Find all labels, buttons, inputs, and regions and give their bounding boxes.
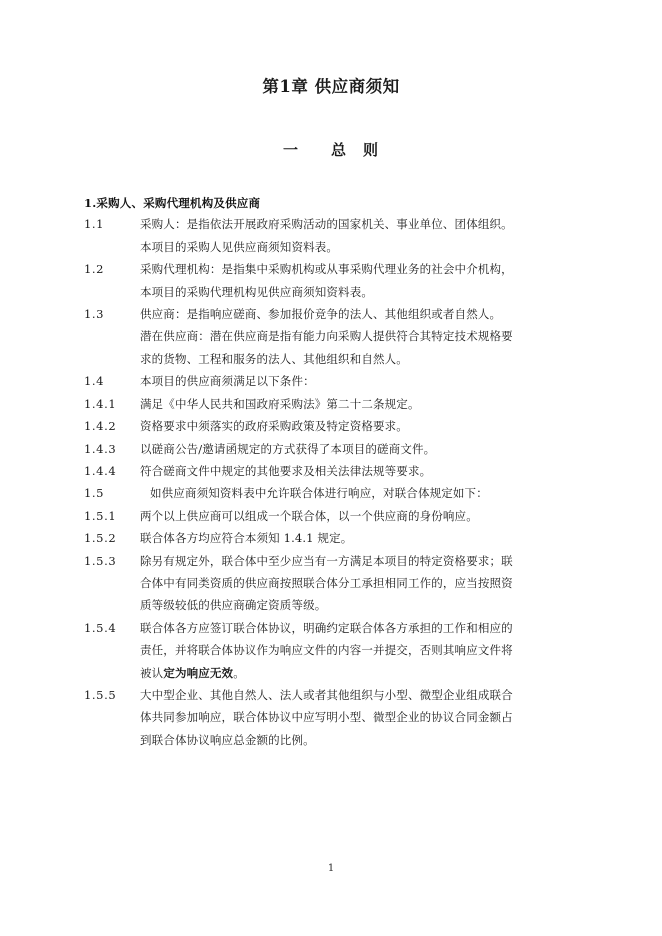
clause-line: 采购代理机构：是指集中采购机构或从事采购代理业务的社会中介机构， <box>140 262 513 277</box>
clause-text <box>140 393 578 415</box>
clause-text <box>140 505 578 527</box>
clause-text <box>140 460 578 482</box>
clause-text <box>140 415 578 437</box>
clause-line: 本项目的采购人见供应商须知资料表。 <box>140 239 339 254</box>
clause-line-mixed-emphasis <box>140 662 578 684</box>
clause-number: 1.5 <box>84 486 105 501</box>
clause-item <box>84 550 578 617</box>
clause-list <box>84 213 578 751</box>
clause-text <box>140 258 578 303</box>
clause-line: 本项目的供应商须满足以下条件： <box>140 374 315 389</box>
clause-text <box>140 213 578 258</box>
clause-text <box>140 303 578 370</box>
section-heading: 一 总 则 <box>282 141 379 160</box>
clause-item <box>84 370 578 392</box>
clause-item <box>84 258 578 303</box>
clause-number: 1.4.4 <box>84 463 117 478</box>
clause-line: 采购人：是指依法开展政府采购活动的国家机关、事业单位、团体组织。 <box>140 217 513 232</box>
page-number: 1 <box>327 863 335 874</box>
clause-line: 以磋商公告/邀请函规定的方式获得了本项目的磋商文件。 <box>140 441 436 456</box>
clause-item <box>84 393 578 415</box>
clause-number: 1.5.2 <box>84 531 117 546</box>
clause-line: 本项目的采购代理机构见供应商须知资料表。 <box>140 284 373 299</box>
clause-number: 1.4 <box>84 374 105 389</box>
clause-line: 质等级较低的供应商确定资质等级。 <box>140 598 327 613</box>
clause-item <box>84 303 578 370</box>
page-title: 第1章 供应商须知 <box>262 77 400 96</box>
clause-number: 1.4.1 <box>84 396 117 411</box>
clause-number: 1.4.2 <box>84 419 117 434</box>
clause-item <box>84 460 578 482</box>
clause-text <box>140 617 578 684</box>
clause-number: 1.5.3 <box>84 553 117 568</box>
clause-text <box>140 370 578 392</box>
clause-line: 除另有规定外，联合体中至少应当有一方满足本项目的特定资格要求；联 <box>140 553 513 568</box>
clause-line: 求的货物、工程和服务的法人、其他组织和自然人。 <box>140 351 408 366</box>
clause-line: 资格要求中须落实的政府采购政策及特定资格要求。 <box>140 419 408 434</box>
clause-number: 1.1 <box>84 217 105 232</box>
clause-item <box>84 438 578 460</box>
clause-text-bold: 定为响应无效 <box>163 665 234 680</box>
clause-text <box>140 550 578 617</box>
clause-item <box>84 684 578 751</box>
clause-line: 联合体各方应签订联合体协议，明确约定联合体各方承担的工作和相应的 <box>140 620 513 635</box>
clause-line: 供应商：是指响应磋商、参加报价竞争的法人、其他组织或者自然人。 <box>140 307 502 322</box>
clause-text-plain-suffix: 。 <box>233 665 245 680</box>
clause-number: 1.2 <box>84 262 105 277</box>
clause-item <box>84 415 578 437</box>
clause-text <box>140 527 578 549</box>
clause-number: 1.5.5 <box>84 687 117 702</box>
clause-line: 满足《中华人民共和国政府采购法》第二十二条规定。 <box>140 396 420 411</box>
clause-item <box>84 213 578 258</box>
clause-number: 1.3 <box>84 307 105 322</box>
clause-line: 体共同参加响应，联合体协议中应写明小型、微型企业的协议合同金额占 <box>140 710 513 725</box>
clause-line: 大中型企业、其他自然人、法人或者其他组织与小型、微型企业组成联合 <box>140 687 513 702</box>
clause-item <box>84 527 578 549</box>
clause-item <box>84 482 578 504</box>
clause-line: 责任，并将联合体协议作为响应文件的内容一并提交，否则其响应文件将 <box>140 643 513 658</box>
clause-item <box>84 505 578 527</box>
clause-number: 1.4.3 <box>84 441 117 456</box>
clause-number: 1.5.4 <box>84 620 117 635</box>
clause-text <box>140 438 578 460</box>
clause-text <box>140 482 578 504</box>
clause-item <box>84 617 578 684</box>
clause-line: 到联合体协议响应总金额的比例。 <box>140 732 315 747</box>
clause-line: 潜在供应商：潜在供应商是指有能力向采购人提供符合其特定技术规格要 <box>140 329 513 344</box>
clause-text-plain: 被认 <box>140 665 164 680</box>
clause-text <box>140 684 578 751</box>
clause-line: 如供应商须知资料表中允许联合体进行响应，对联合体规定如下： <box>150 486 488 501</box>
clause-line: 合体中有同类资质的供应商按照联合体分工承担相同工作的，应当按照资 <box>140 575 513 590</box>
clause-line: 两个以上供应商可以组成一个联合体，以一个供应商的身份响应。 <box>140 508 478 523</box>
clause-line: 符合磋商文件中规定的其他要求及相关法律法规等要求。 <box>140 463 432 478</box>
clause-number: 1.5.1 <box>84 508 117 523</box>
group-heading: 1.采购人、采购代理机构及供应商 <box>84 195 261 210</box>
clause-line: 联合体各方均应符合本须知 1.4.1 规定。 <box>140 531 353 546</box>
